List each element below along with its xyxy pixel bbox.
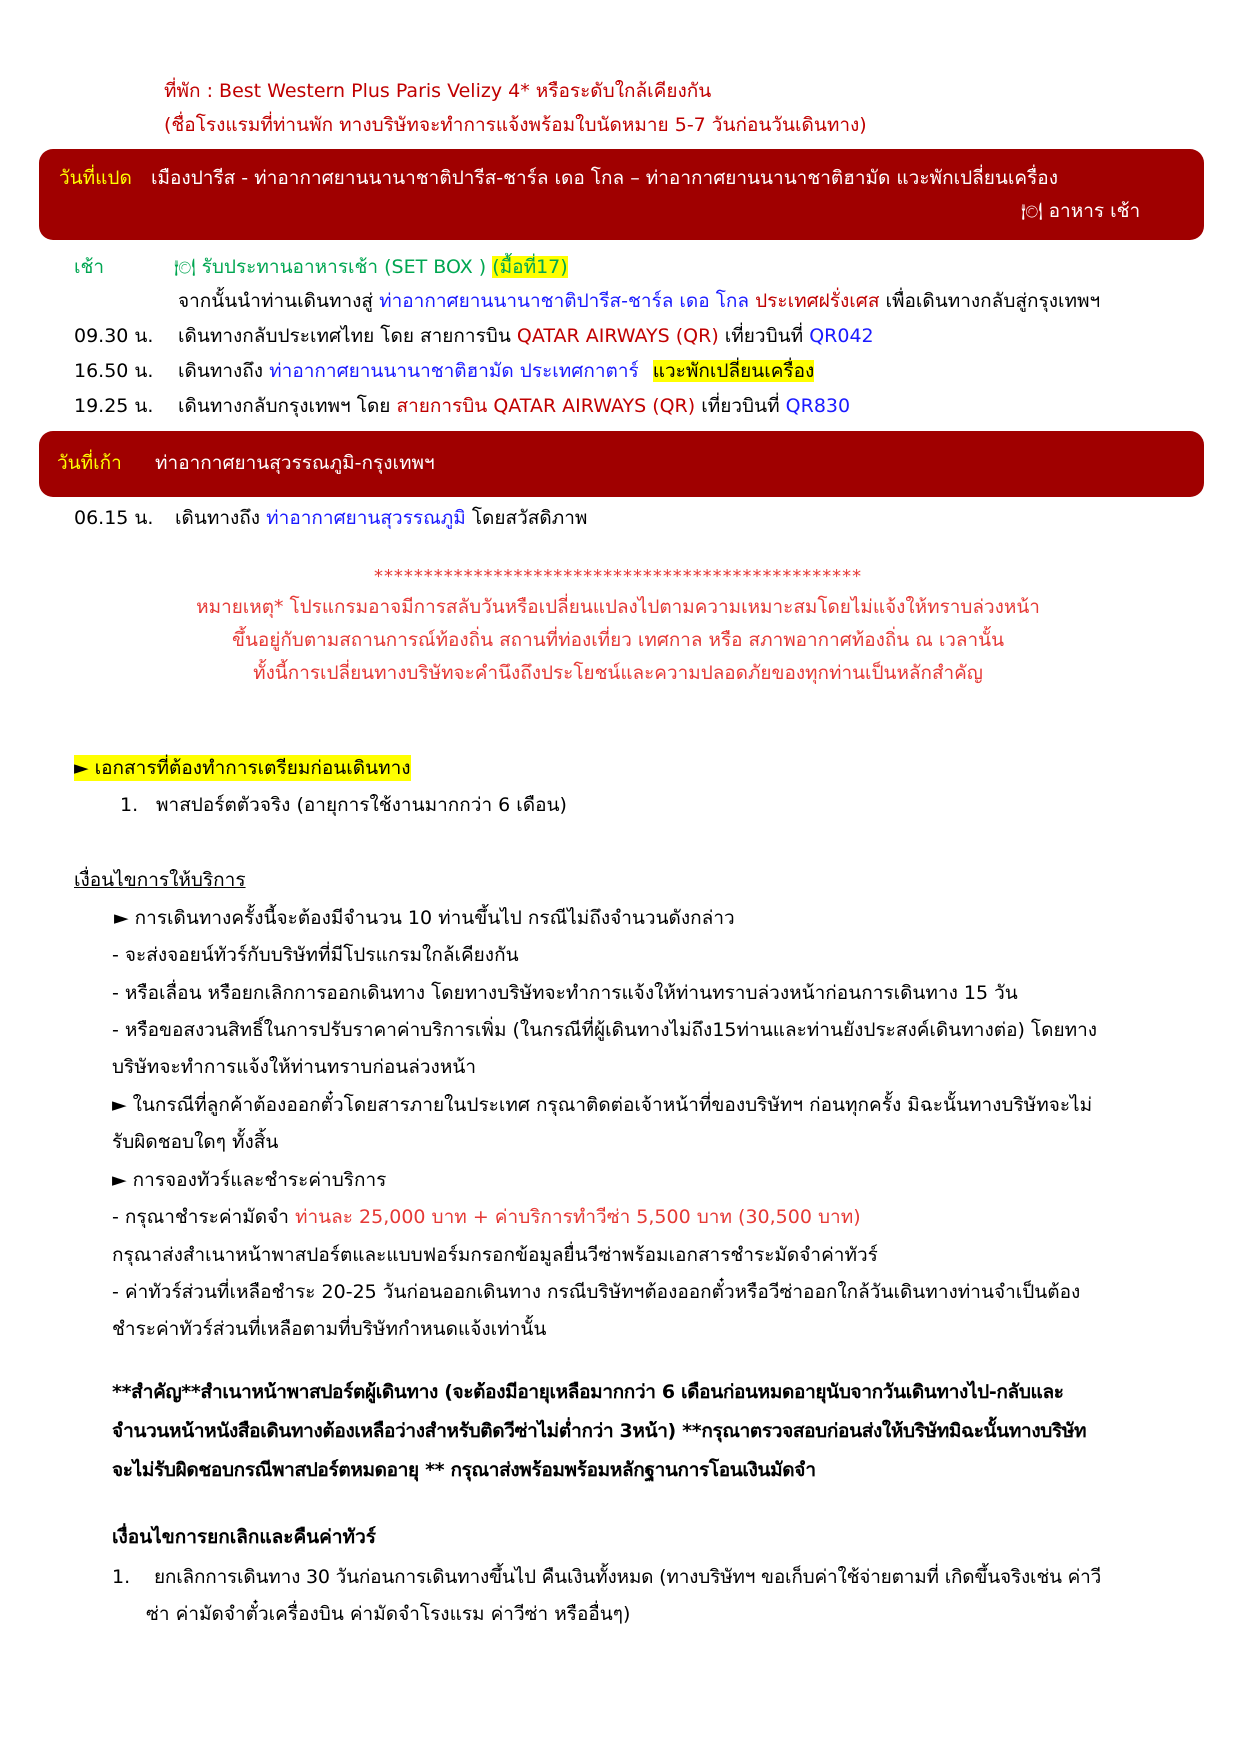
day-8-meals [1021, 198, 1140, 225]
arrival-bkk-row [175, 505, 587, 531]
hotel-line-2: (ชื่อโรงแรมที่ท่านพัก ทางบริษัทจะทำการแจ้งพร้อมใบนัดหมาย 5-7 วันก่อนวันเดินทาง) [164, 114, 867, 136]
condition-line: บริษัทจะทำการแจ้งให้ท่านทราบก่อนล่วงหน้า [112, 1056, 476, 1078]
flight-qr830-row [178, 393, 850, 419]
condition-line: รับผิดชอบใดๆ ทั้งสิ้น [112, 1131, 279, 1153]
country-france: ประเทศฝรั่งเศส [749, 290, 880, 312]
cancel-line-2: ซ่า ค่ามัดจำตั๋วเครื่องบิน ค่ามัดจำโรงแรม ค่าวีซ่า หรืออื่นๆ) [146, 1603, 631, 1625]
important-line-2: จำนวนหน้าหนังสือเดินทางต้องเหลือว่างสำหรับติดวีซ่าไม่ต่ำกว่า 3หน้า) **กรุณาตรวจสอบก่อนส่งให้บริษัทมิฉะนั้นทางบริษัท [112, 1420, 1087, 1442]
deposit-row [112, 1204, 861, 1230]
cancel-heading: เงื่อนไขการยกเลิกและคืนค่าทัวร์ [112, 1526, 376, 1548]
breakfast-row [174, 254, 568, 281]
time-0615: 06.15 น. [74, 507, 154, 529]
documents-heading: ► เอกสารที่ต้องทำการเตรียมก่อนเดินทาง [74, 757, 411, 779]
conditions-heading: เงื่อนไขการให้บริการ [74, 869, 246, 891]
arrival-text: เดินทางถึง [178, 360, 270, 382]
arrival-text: เดินทางถึง [175, 507, 267, 529]
time-1925: 19.25 น. [74, 395, 154, 417]
time-breakfast: เช้า [74, 256, 105, 278]
note-line-1: หมายเหตุ* โปรแกรมอาจมีการสลับวันหรือเปลี่ยนแปลงไปตามความเหมาะสมโดยไม่แจ้งให้ทราบล่วงหน้า [196, 596, 1040, 618]
day-9-banner [39, 431, 1204, 497]
flight-number: QR830 [785, 395, 851, 417]
important-line-3: จะไม่รับผิดชอบกรณีพาสปอร์ตหมดอายุ ** กรุณาส่งพร้อมพร้อมหลักฐานการโอนเงินมัดจำ [112, 1459, 816, 1481]
bowl-icon: 🍽 [1021, 202, 1043, 222]
time-1650: 16.50 น. [74, 360, 154, 382]
cdg-airport: ท่าอากาศยานนานาชาติปารีส-ชาร์ล เดอ โกล [379, 290, 750, 312]
day-8-label: วันที่แปด [59, 167, 132, 189]
condition-line: ชำระค่าทัวร์ส่วนที่เหลือตามที่บริษัทกำหนดแจ้งเท่านั้น [112, 1318, 547, 1340]
documents-item-number: 1. [120, 794, 139, 816]
cancel-line-1: ยกเลิกการเดินทาง 30 วันก่อนการเดินทางขึ้นไป คืนเงินทั้งหมด (ทางบริษัทฯ ขอเก็บค่าใช้จ่ายตามที่ เกิดขึ้นจริงเช่น ค่าวี [154, 1566, 1102, 1588]
condition-line: ► ในกรณีที่ลูกค้าต้องออกตั๋วโดยสารภายในประเทศ กรุณาติดต่อเจ้าหน้าที่ของบริษัทฯ ก่อนทุกครั้ง มิฉะนั้นทางบริษัทจะไม่ [112, 1094, 1093, 1116]
day-9-title: ท่าอากาศยานสุวรรณภูมิ-กรุงเทพฯ [155, 452, 435, 474]
transfer-row [178, 288, 1100, 314]
suvarnabhumi-airport: ท่าอากาศยานสุวรรณภูมิ [266, 507, 466, 529]
deposit-label: - กรุณาชำระค่ามัดจำ [112, 1206, 295, 1228]
transfer-text: จากนั้นนำท่านเดินทางสู่ [178, 290, 380, 312]
airline-name: สายการบิน QATAR AIRWAYS (QR) [396, 395, 696, 417]
hotel-line-1: ที่พัก : Best Western Plus Paris Velizy 4* หรือระดับใกล้เคียงกัน [164, 80, 712, 102]
note-line-3: ทั้งนี้การเปลี่ยนทางบริษัทจะคำนึงถึงประโยชน์และความปลอดภัยของทุกท่านเป็นหลักสำคัญ [253, 662, 983, 684]
airline-name: QATAR AIRWAYS (QR) [516, 325, 719, 347]
day-9-label: วันที่เก้า [57, 452, 122, 474]
transfer-destination: เพื่อเดินทางกลับสู่กรุงเทพฯ [879, 290, 1101, 312]
breakfast-text: รับประทานอาหารเช้า (SET BOX ) [201, 256, 487, 278]
documents-item-text: พาสปอร์ตตัวจริง (อายุการใช้งานมากกว่า 6 เดือน) [156, 794, 567, 816]
condition-line: - ค่าทัวร์ส่วนที่เหลือชำระ 20-25 วันก่อนออกเดินทาง กรณีบริษัทฯต้องออกตั๋วหรือวีซ่าออกใกล้วันเดินทางท่านจำเป็นต้อง [112, 1281, 1081, 1303]
time-0930: 09.30 น. [74, 325, 154, 347]
meal-count-badge: (มื้อที่17) [492, 256, 568, 278]
condition-line: กรุณาส่งสำเนาหน้าพาสปอร์ตและแบบฟอร์มกรอกข้อมูลยื่นวีซ่าพร้อมเอกสารชำระมัดจำค่าทัวร์ [112, 1244, 878, 1266]
flight-label: เที่ยวบินที่ [695, 395, 786, 417]
flight-number: QR042 [809, 325, 874, 347]
day-8-meals-text: อาหาร เช้า [1048, 200, 1141, 222]
cancel-item-number: 1. [112, 1566, 131, 1588]
arrival-doha-row [178, 358, 814, 384]
day-8-title: เมืองปารีส - ท่าอากาศยานนานาชาติปารีส-ชาร์ล เดอ โกล – ท่าอากาศยานนานาชาติฮามัด แวะพักเปลี่ยนเครื่อง [151, 167, 1058, 189]
arrival-safe-text: โดยสวัสดิภาพ [465, 507, 588, 529]
condition-line: - จะส่งจอยน์ทัวร์กับบริษัทที่มีโปรแกรมใกล้เคียงกัน [112, 944, 519, 966]
bowl-icon: 🍽 [174, 258, 196, 278]
condition-line: ► การจองทัวร์และชำระค่าบริการ [112, 1169, 387, 1191]
condition-line: - หรือขอสงวนสิทธิ์ในการปรับราคาค่าบริการเพิ่ม (ในกรณีที่ผู้เดินทางไม่ถึง15ท่านและท่านยังประสงค์เดินทางต่อ) โดยทาง [112, 1019, 1098, 1041]
important-line-1: **สำคัญ**สำเนาหน้าพาสปอร์ตผู้เดินทาง (จะต้องมีอายุเหลือมากกว่า 6 เดือนก่อนหมดอายุนับจากวันเดินทางไป-กลับและ [112, 1381, 1064, 1403]
flight-text: เดินทางกลับประเทศไทย โดย สายการบิน [178, 325, 517, 347]
transit-badge: แวะพักเปลี่ยนเครื่อง [652, 360, 815, 382]
day-8-banner [39, 149, 1204, 240]
deposit-amount: ท่านละ 25,000 บาท + ค่าบริการทำวีซ่า 5,500 บาท (30,500 บาท) [294, 1206, 861, 1228]
note-stars: ************************************************* [373, 566, 863, 587]
condition-line: - หรือเลื่อน หรือยกเลิกการออกเดินทาง โดยทางบริษัทจะทำการแจ้งให้ท่านทราบล่วงหน้าก่อนการเดินทาง 15 วัน [112, 982, 1018, 1004]
hamad-airport: ท่าอากาศยานนานาชาติฮามัด ประเทศกาตาร์ [269, 360, 639, 382]
note-line-2: ขึ้นอยู่กับตามสถานการณ์ท้องถิ่น สถานที่ท่องเที่ยว เทศกาล หรือ สภาพอากาศท้องถิ่น ณ เวลานั้น [232, 629, 1005, 651]
condition-line: ► การเดินทางครั้งนี้จะต้องมีจำนวน 10 ท่านขึ้นไป กรณีไม่ถึงจำนวนดังกล่าว [114, 907, 735, 929]
flight-label: เที่ยวบินที่ [718, 325, 810, 347]
flight-text: เดินทางกลับกรุงเทพฯ โดย [178, 395, 397, 417]
flight-qr042-row [178, 323, 874, 349]
